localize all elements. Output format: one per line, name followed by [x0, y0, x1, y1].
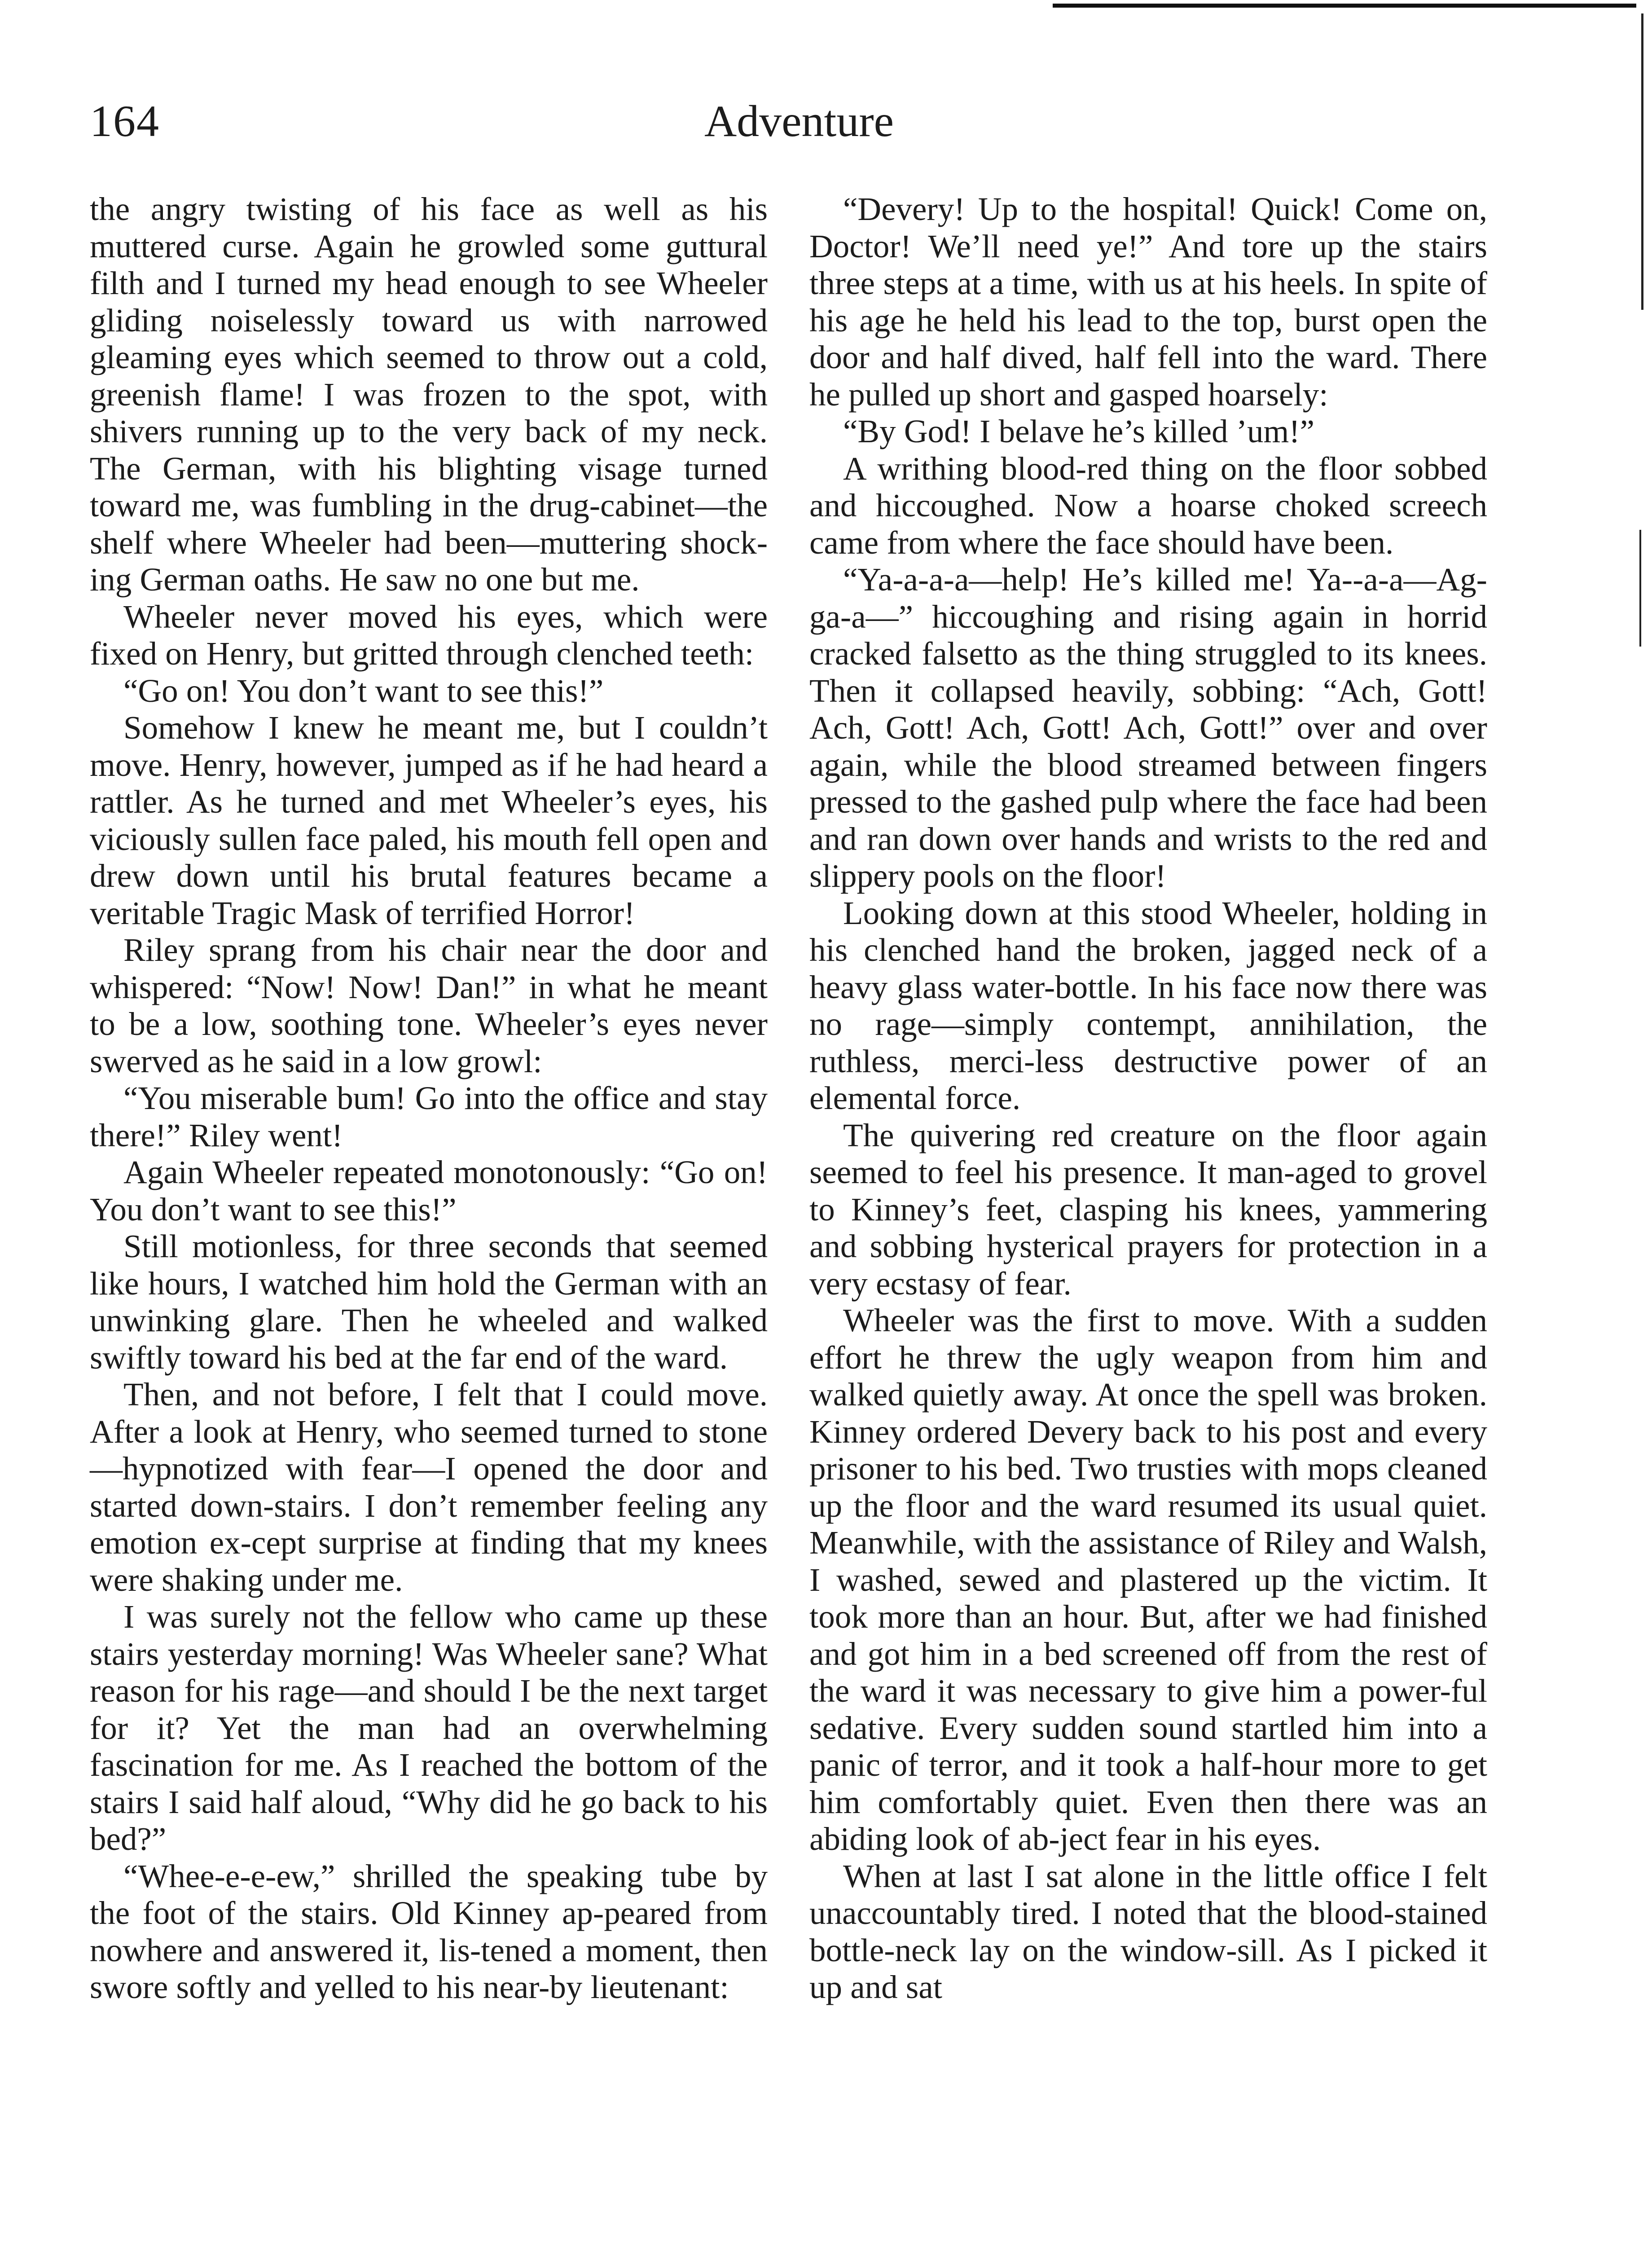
paragraph: Then, and not before, I felt that I could move. After a look at Henry, who seemed turned to stone—hypnotized with fear—I opened the door and started down-stairs. I don’t remember feeling any emotion ex-cept surprise at finding that my knees were shaking under me. — [90, 1376, 768, 1598]
top-border-rule — [1053, 4, 1636, 8]
right-text-column — [809, 191, 1487, 2006]
paragraph: When at last I sat alone in the little office I felt unaccountably tired. I noted that the blood-stained bottle-neck lay on the window-sill. As I picked it up and sat — [809, 1858, 1487, 2005]
paragraph: Somehow I knew he meant me, but I couldn’t move. Henry, however, jumped as if he had heard a rattler. As he turned and met Wheeler’s eyes, his viciously sullen face paled, his mouth fell open and drew down until his brutal features became a veritable Tragic Mask of terrified Horror! — [90, 709, 768, 931]
paragraph: “Go on! You don’t want to see this!” — [123, 672, 604, 709]
paragraph: The quivering red creature on the floor again seemed to feel his presence. It man-aged to grovel to Kinney’s feet, clasping his knees, yammering and sobbing hysterical prayers for protection in a very ecstasy of fear. — [809, 1117, 1487, 1302]
running-head-title: Adventure — [704, 96, 894, 146]
paragraph: Looking down at this stood Wheeler, holding in his clenched hand the broken, jagged neck of a heavy glass water-bottle. In his face now there was no rage—simply contempt, annihilation, the ruthless, merci-less destructive power of an elemental force. — [809, 894, 1487, 1116]
paragraph: Wheeler was the first to move. With a sudden effort he threw the ugly weapon from him and walked quietly away. At once the spell was broken. Kinney ordered Devery back to his post and every prisoner to his bed. Two trusties with mops cleaned up the floor and the ward resumed its usual quiet. Meanwhile, with the assistance of Riley and Walsh, I washed, sewed and plastered up the victim. It took more than an hour. But, after we had finished and got him in a bed screened off from the rest of the ward it was necessary to give him a power-ful sedative. Every sudden sound startled him into a panic of terror, and it took a half-hour more to get him comfortably quiet. Even then there was an abiding look of ab-ject fear in his eyes. — [809, 1302, 1487, 1857]
paragraph: Riley sprang from his chair near the door and whispered: “Now! Now! Dan!” in what he meant to be a low, soothing tone. Wheeler’s eyes never swerved as he said in a low growl: — [90, 932, 768, 1079]
paragraph: “Whee-e-e-ew,” shrilled the speaking tube by the foot of the stairs. Old Kinney ap-peared from nowhere and answered it, lis-tened a moment, then swore softly and yelled to his near-by lieutenant: — [90, 1858, 768, 2005]
right-edge-mark — [1641, 13, 1643, 310]
paragraph: “You miserable bum! Go into the office and stay there!” Riley went! — [90, 1080, 768, 1153]
paragraph: Still motionless, for three seconds that seemed like hours, I watched him hold the German with an unwinking glare. Then he wheeled and walked swiftly toward his bed at the far end of the ward. — [90, 1228, 768, 1376]
paragraph: “Ya-a-a-a—help! He’s killed me! Ya--a-a—Ag-ga-a—” hiccoughing and rising again in horrid cracked falsetto as the thing struggled to its knees. Then it collapsed heavily, sobbing: “Ach, Gott! Ach, Gott! Ach, Gott! Ach, Gott!” over and over again, while the blood streamed between fingers pressed to the gashed pulp where the face had been and ran down over hands and wrists to the red and slippery pools on the floor! — [809, 561, 1487, 894]
paragraph: Again Wheeler repeated monotonously: “Go on! You don’t want to see this!” — [90, 1154, 768, 1228]
right-edge-mark-lower — [1639, 530, 1641, 647]
paragraph: Wheeler never moved his eyes, which were fixed on Henry, but gritted through clenched teeth: — [90, 598, 768, 672]
paragraph: “Devery! Up to the hospital! Quick! Come on, Doctor! We’ll need ye!” And tore up the stairs three steps at a time, with us at his heels. In spite of his age he held his lead to the top, burst open the door and half dived, half fell into the ward. There he pulled up short and gasped hoarsely: — [809, 191, 1487, 413]
paragraph: “By God! I belave he’s killed ’um!” — [843, 413, 1315, 449]
page-number: 164 — [90, 96, 160, 146]
paragraph: I was surely not the fellow who came up these stairs yesterday morning! Was Wheeler sane? What reason for his rage—and should I be the next target for it? Yet the man had an overwhelming fascination for me. As I reached the bottom of the stairs I said half aloud, “Why did he go back to his bed?” — [90, 1598, 768, 1857]
paragraph: the angry twisting of his face as well as his muttered curse. Again he growled some guttural filth and I turned my head enough to see Wheeler gliding noiselessly toward us with narrowed gleaming eyes which seemed to throw out a cold, greenish flame! I was frozen to the spot, with shivers running up to the very back of my neck. The German, with his blighting visage turned toward me, was fumbling in the drug-cabinet—the shelf where Wheeler had been—muttering shock-ing German oaths. He saw no one but me. — [90, 191, 768, 598]
left-text-column — [90, 191, 768, 2006]
paragraph: A writhing blood-red thing on the floor sobbed and hiccoughed. Now a hoarse choked screech came from where the face should have been. — [809, 450, 1487, 561]
